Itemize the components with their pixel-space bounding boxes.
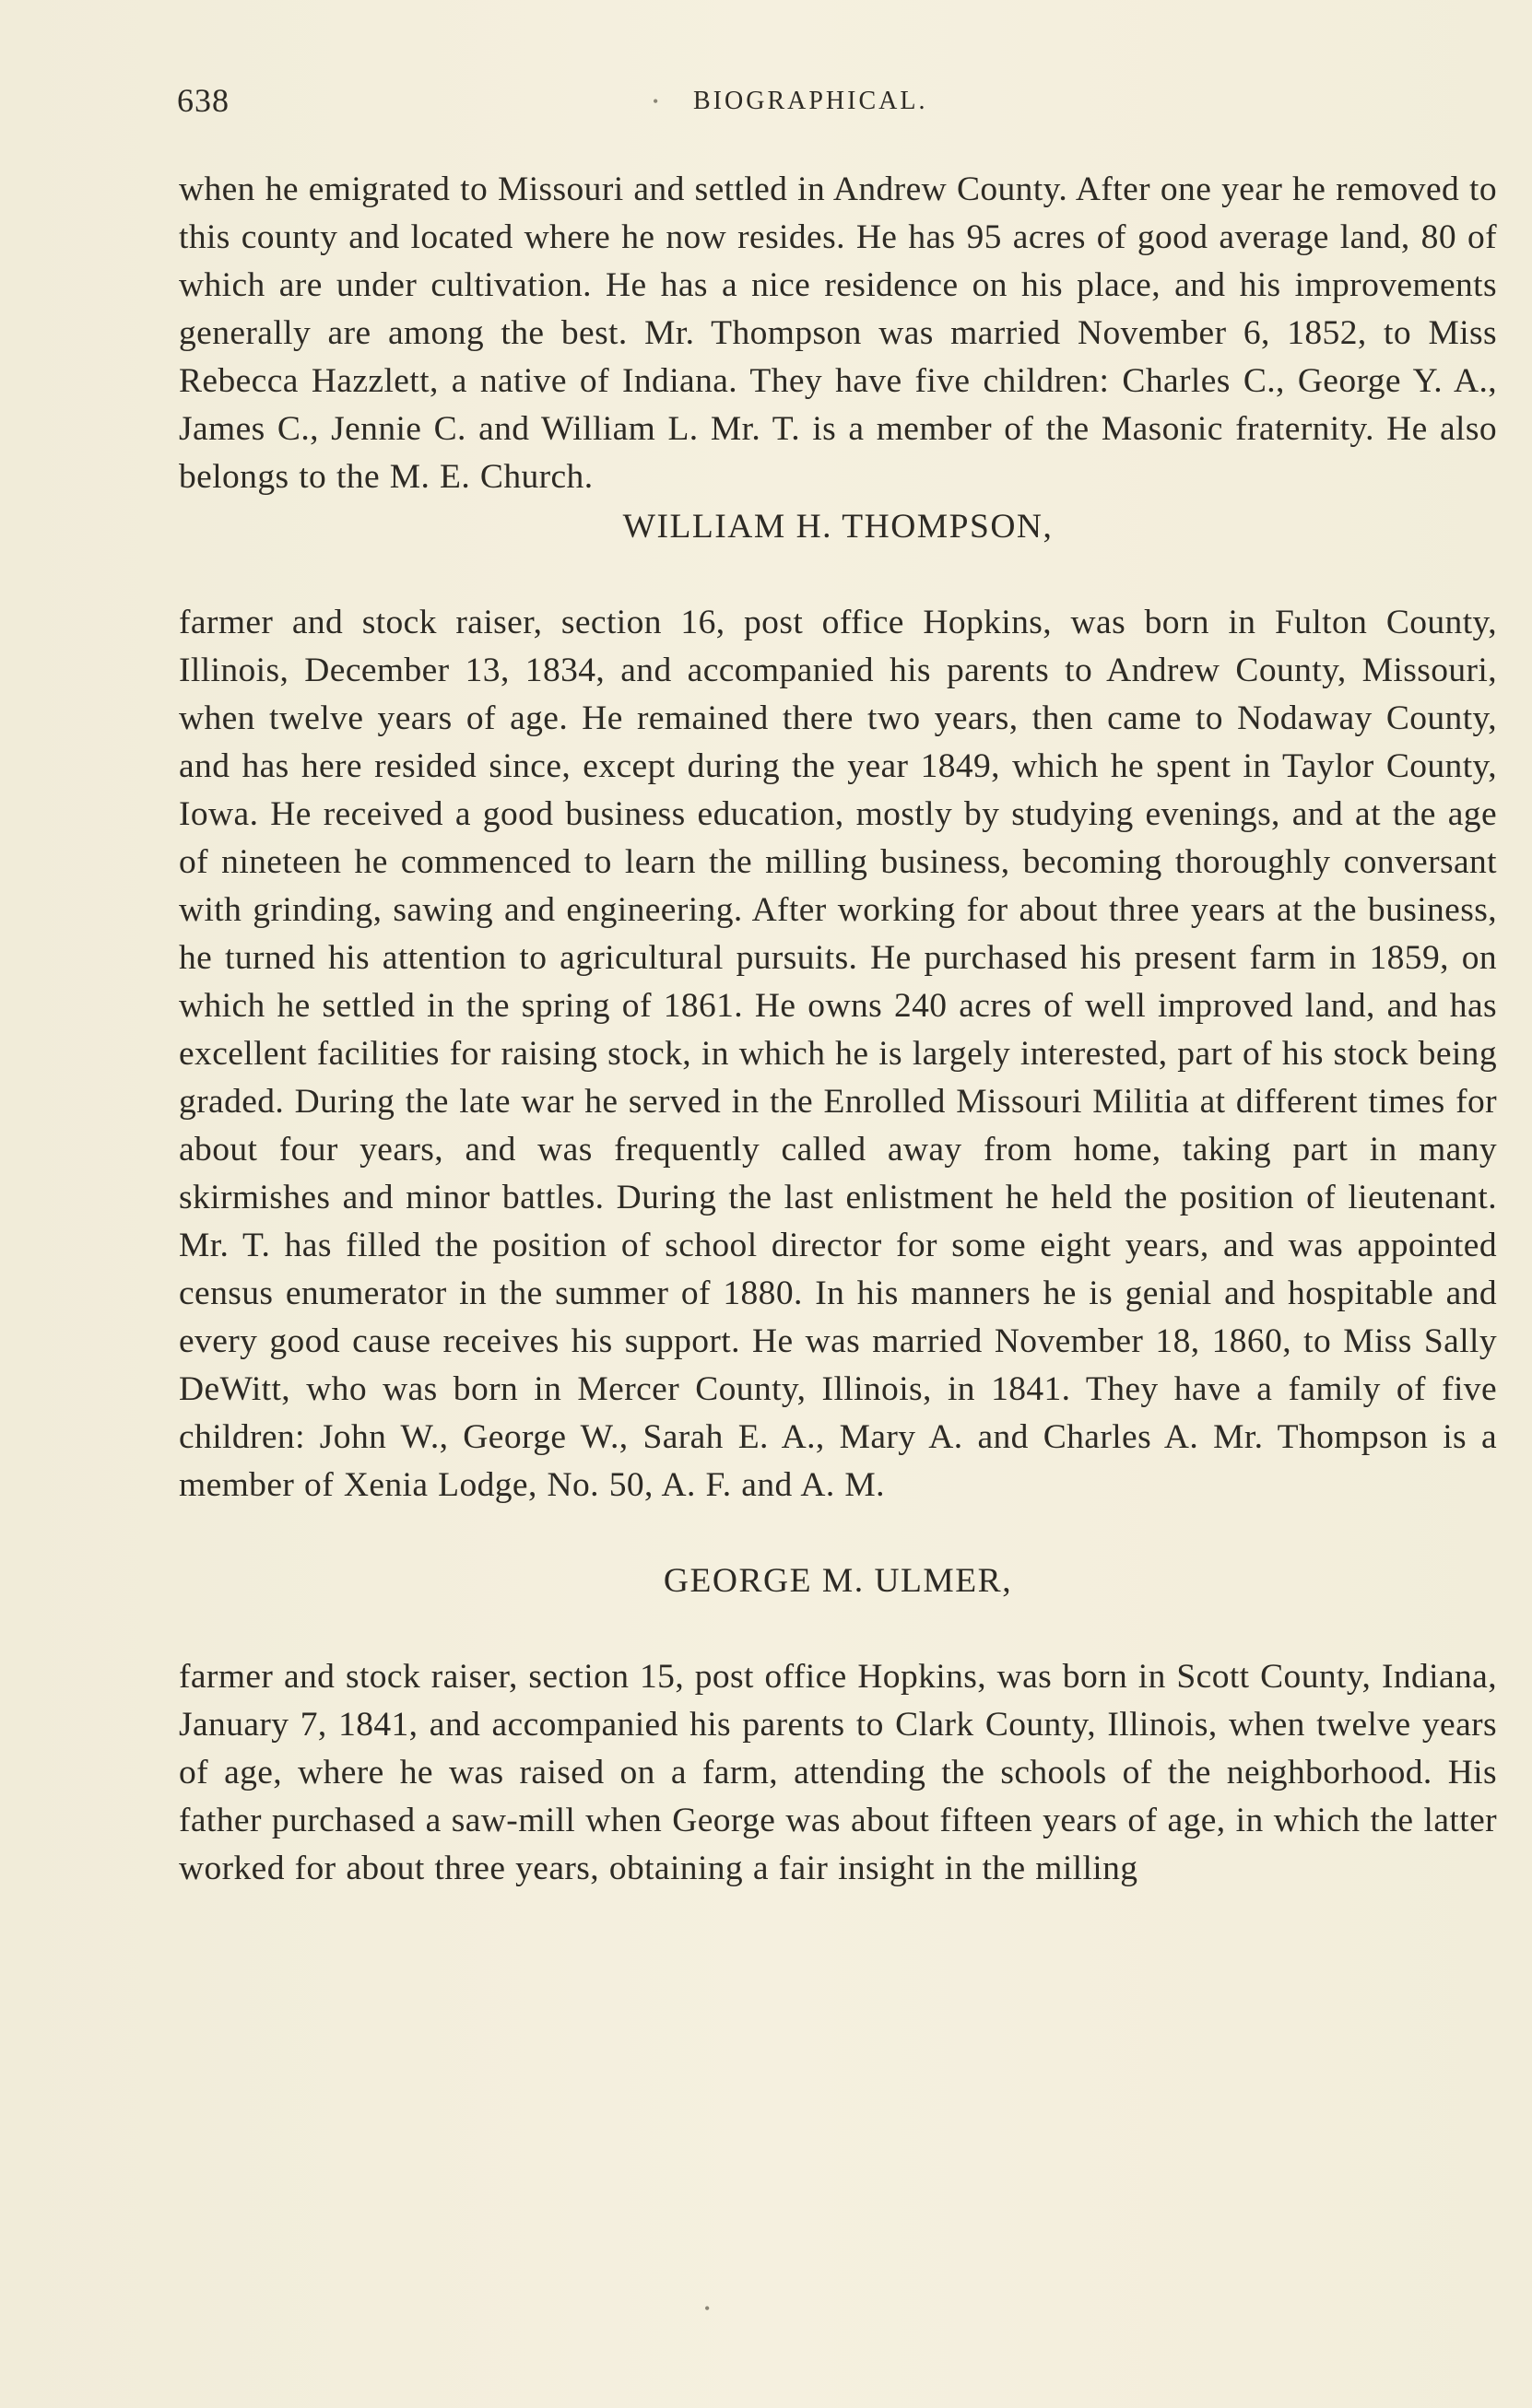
running-head <box>0 81 1532 127</box>
body-text <box>179 166 1497 1893</box>
header-dot: • <box>653 92 659 111</box>
paragraph-continued: when he emigrated to Missouri and settled in Andrew County. After one year he removed to this county and located where he now resides. He has 95 acres of good average land, 80 of which are under cultivation. He has a nice residence on his place, and his improvements generally are among the best. Mr. Thompson was married November 6, 1852, to Miss Rebecca Hazzlett, a native of Indiana. They have five children: Charles C., George Y. A., James C., Jennie C. and William L. Mr. T. is a member of the Masonic fraternity. He also belongs to the M. E. Church. <box>179 170 1497 496</box>
running-title: BIOGRAPHICAL. <box>693 87 928 115</box>
page-number: 638 <box>177 82 230 119</box>
footer-dot: • <box>704 2299 711 2318</box>
section-heading-george-m-ulmer: GEORGE M. ULMER, <box>663 1562 1013 1600</box>
paragraph-william-h-thompson: farmer and stock raiser, section 16, post office Hopkins, was born in Fulton County, Illinois, December 13, 1834, and accompanied his parents to Andrew County, Missouri, when twelve years of age. He remained there two years, then came to Nodaway County, and has here resided since, except during the year 1849, which he spent in Taylor County, Iowa. He received a good business education, mostly by studying evenings, and at the age of nineteen he commenced to learn the milling business, becoming thoroughly conversant with grinding, sawing and engineering. After working for about three years at the business, he turned his attention to agricultural pursuits. He purchased his present farm in 1859, on which he settled in the spring of 1861. He owns 240 acres of well improved land, and has excellent facilities for raising stock, in which he is largely interested, part of his stock being graded. During the late war he served in the Enrolled Missouri Militia at different times for about four years, and was frequently called away from home, taking part in many skirmishes and minor battles. During the last enlistment he held the position of lieutenant. Mr. T. has filled the position of school director for some eight years, and was appointed census enumerator in the summer of 1880. In his manners he is genial and hospitable and every good cause receives his support. He was married November 18, 1860, to Miss Sally DeWitt, who was born in Mercer County, Illinois, in 1841. They have a family of five children: John W., George W., Sarah E. A., Mary A. and Charles A. Mr. Thompson is a member of Xenia Lodge, No. 50, A. F. and A. M. <box>179 604 1497 1504</box>
paragraph-george-m-ulmer: farmer and stock raiser, section 15, post office Hopkins, was born in Scott County, Indiana, January 7, 1841, and accompanied his parents to Clark County, Illinois, when twelve years of age, where he was raised on a farm, attending the schools of the neighborhood. His father purchased a saw-mill when George was about fifteen years of age, in which the latter worked for about three years, obtaining a fair insight in the milling <box>179 1658 1497 1887</box>
section-heading-william-h-thompson: WILLIAM H. THOMPSON, <box>622 508 1054 546</box>
